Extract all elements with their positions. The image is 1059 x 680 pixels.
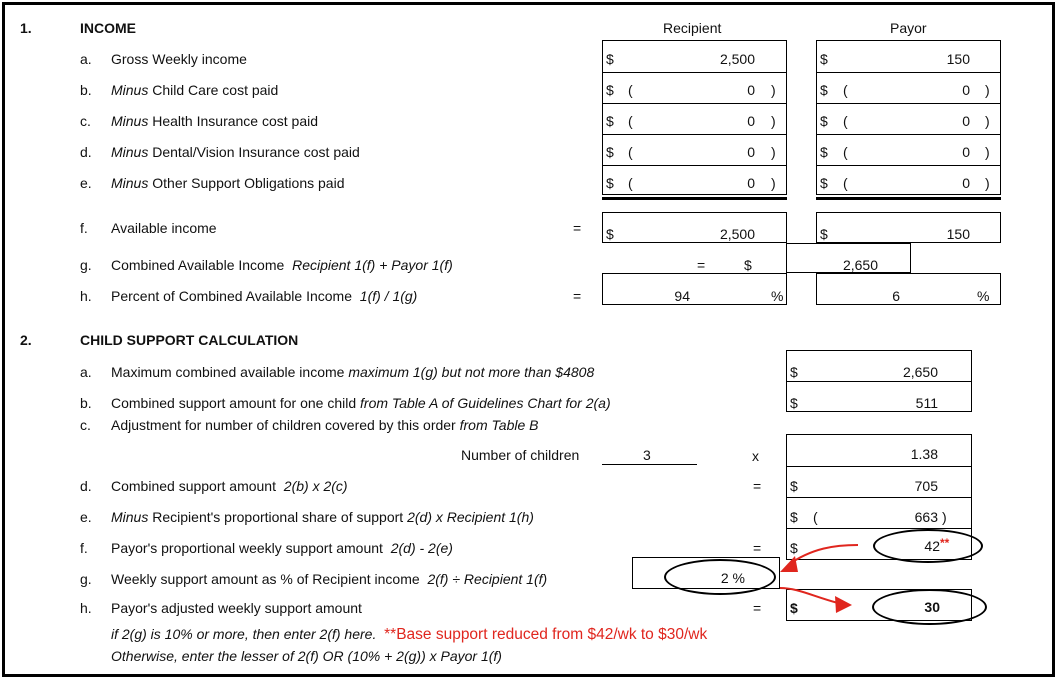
times-sign: x	[752, 448, 759, 464]
payor-percent-sign: %	[977, 288, 990, 304]
s2e-value: 663	[914, 509, 938, 525]
r1e-dollar: $	[606, 175, 614, 191]
row-1h-letter: h.	[80, 288, 92, 304]
row-2f-equals: =	[753, 540, 762, 556]
payor-column-header: Payor	[890, 20, 927, 36]
row-1d-label: Dental/Vision Insurance cost paid	[152, 144, 360, 160]
p1c-payor-value[interactable]: 0	[962, 113, 970, 129]
row-2f-label: Payor's proportional weekly support amount	[111, 540, 383, 556]
p1d-dollar: $	[820, 144, 828, 160]
r1d-paren-open: (	[628, 144, 633, 160]
row-1b-letter: b.	[80, 82, 92, 98]
row-1c-label: Health Insurance cost paid	[152, 113, 319, 129]
row-1b-label: Child Care cost paid	[152, 82, 279, 98]
section1-number: 1.	[20, 20, 32, 36]
recipient-percent-value: 94	[674, 288, 690, 304]
row-1a-label: Gross Weekly income	[111, 51, 247, 67]
p1e-payor-value[interactable]: 0	[962, 175, 970, 191]
p1e-paren-open: (	[843, 175, 848, 191]
row-1h-formula: 1(f) / 1(g)	[359, 288, 418, 304]
payor-available-box	[816, 212, 1001, 243]
section2-title: CHILD SUPPORT CALCULATION	[80, 332, 299, 348]
s2g-value: 2 %	[720, 570, 745, 586]
row-2h-equals: =	[753, 600, 762, 616]
number-of-children-label: Number of children	[461, 447, 580, 463]
combined-income-value: 2,650	[842, 257, 878, 273]
s2h-note-2: Otherwise, enter the lesser of 2(f) OR (10% + 2(g)) x Payor 1(f)	[111, 648, 502, 664]
row-1d-letter: d.	[80, 144, 92, 160]
row-2d-label: Combined support amount	[111, 478, 276, 494]
p1c-paren-close: )	[985, 113, 990, 129]
row-1h-equals: =	[573, 288, 582, 304]
row-2c-formula: from Table B	[459, 417, 539, 433]
s2b-value: 511	[915, 395, 938, 411]
row-1c-prefix: Minus	[111, 113, 149, 129]
row-1g-formula: Recipient 1(f) + Payor 1(f)	[292, 257, 453, 273]
row-1f-equals: =	[573, 220, 582, 236]
r1f-dollar: $	[606, 226, 614, 242]
r1b-paren-open: (	[628, 82, 633, 98]
row-1g-dollar: $	[744, 257, 752, 273]
recipient-total-rule	[602, 197, 787, 200]
p1a-dollar: $	[820, 51, 828, 67]
recipient-percent-box	[602, 273, 787, 305]
number-of-children-value[interactable]: 3	[643, 447, 651, 463]
recipient-percent-sign: %	[771, 288, 784, 304]
s2h-highlight-circle	[872, 589, 987, 625]
p1c-paren-open: (	[843, 113, 848, 129]
row-2c-label: Adjustment for number of children covered by this order	[111, 417, 456, 433]
s2a-dollar: $	[790, 364, 798, 380]
r1c-paren-close: )	[771, 113, 776, 129]
p1c-dollar: $	[820, 113, 828, 129]
r1e-recipient-value[interactable]: 0	[747, 175, 755, 191]
r1b-paren-close: )	[771, 82, 776, 98]
row-1f-label: Available income	[111, 220, 217, 236]
row-2e-letter: e.	[80, 509, 92, 525]
row-2e-formula: 2(d) x Recipient 1(h)	[407, 509, 534, 525]
row-1d-prefix: Minus	[111, 144, 149, 160]
row-1f-letter: f.	[80, 220, 88, 236]
r1c-dollar: $	[606, 113, 614, 129]
s2h-dollar: $	[790, 600, 798, 616]
payor-percent-box	[816, 273, 1001, 305]
row-2f-letter: f.	[80, 540, 88, 556]
s2e-paren-open: (	[813, 509, 818, 525]
p1f-payor-value: 150	[946, 226, 970, 242]
row-2d-equals: =	[753, 478, 762, 494]
p1e-dollar: $	[820, 175, 828, 191]
r1c-recipient-value[interactable]: 0	[747, 113, 755, 129]
reduction-annotation: **Base support reduced from $42/wk to $30/wk	[384, 626, 708, 643]
row-1g-letter: g.	[80, 257, 92, 273]
r1f-recipient-value: 2,500	[719, 226, 755, 242]
s2b-dollar: $	[790, 395, 798, 411]
r1e-paren-open: (	[628, 175, 633, 191]
r1d-recipient-value[interactable]: 0	[747, 144, 755, 160]
s2h-note-1: if 2(g) is 10% or more, then enter 2(f) here.	[111, 626, 377, 642]
row-1g-label: Combined Available Income	[111, 257, 285, 273]
row-2g-letter: g.	[80, 571, 92, 587]
row-1h-label: Percent of Combined Available Income	[111, 288, 352, 304]
number-of-children-underline	[602, 464, 697, 465]
p1b-payor-value[interactable]: 0	[962, 82, 970, 98]
section2-number: 2.	[20, 332, 32, 348]
s2e-dollar: $	[790, 509, 798, 525]
row-1e-letter: e.	[80, 175, 92, 191]
payor-total-rule	[816, 197, 1001, 200]
p1f-dollar: $	[820, 226, 828, 242]
payor-percent-value: 6	[892, 288, 900, 304]
row-2g-formula: 2(f) ÷ Recipient 1(f)	[427, 571, 548, 587]
row-2c-letter: c.	[80, 417, 91, 433]
s2d-value: 705	[914, 478, 938, 494]
r1b-dollar: $	[606, 82, 614, 98]
row-2b-formula: from Table A of Guidelines Chart for 2(a)	[360, 395, 611, 411]
p1b-paren-open: (	[843, 82, 848, 98]
recipient-column-header: Recipient	[663, 20, 722, 36]
p1e-paren-close: )	[985, 175, 990, 191]
row-2a-formula: maximum 1(g) but not more than $4808	[348, 364, 595, 380]
row-2e-label: Recipient's proportional share of support	[152, 509, 404, 525]
p1b-dollar: $	[820, 82, 828, 98]
section1-title: INCOME	[80, 20, 136, 36]
p1d-payor-value[interactable]: 0	[962, 144, 970, 160]
recipient-available-box	[602, 212, 787, 243]
s2a-value: 2,650	[902, 364, 938, 380]
row-2a-letter: a.	[80, 364, 92, 380]
row-1g-equals: =	[697, 257, 706, 273]
row-1a-letter: a.	[80, 51, 92, 67]
row-2b-label: Combined support amount for one child	[111, 395, 357, 411]
row-2d-formula: 2(b) x 2(c)	[283, 478, 348, 494]
s2f-marker: **	[940, 536, 950, 550]
row-2h-letter: h.	[80, 600, 92, 616]
row-2f-formula: 2(d) - 2(e)	[390, 540, 453, 556]
row-1e-prefix: Minus	[111, 175, 149, 191]
s2d-dollar: $	[790, 478, 798, 494]
p1d-paren-close: )	[985, 144, 990, 160]
s2f-highlight-circle	[873, 529, 983, 563]
r1a-recipient-value[interactable]: 2,500	[719, 51, 755, 67]
row-2g-label: Weekly support amount as % of Recipient income	[111, 571, 420, 587]
r1c-paren-open: (	[628, 113, 633, 129]
s2e-paren-close: )	[942, 509, 947, 525]
r1e-paren-close: )	[771, 175, 776, 191]
s2f-value: 42	[924, 538, 940, 554]
row-2d-letter: d.	[80, 478, 92, 494]
row-2h-label: Payor's adjusted weekly support amount	[111, 600, 362, 616]
s2g-highlight-circle	[664, 559, 776, 595]
p1a-payor-value[interactable]: 150	[946, 51, 970, 67]
p1b-paren-close: )	[985, 82, 990, 98]
r1d-dollar: $	[606, 144, 614, 160]
s2c-value: 1.38	[910, 446, 938, 462]
row-1c-letter: c.	[80, 113, 91, 129]
row-1b-prefix: Minus	[111, 82, 149, 98]
row-2e-prefix: Minus	[111, 509, 149, 525]
row-1e-label: Other Support Obligations paid	[152, 175, 345, 191]
r1d-paren-close: )	[771, 144, 776, 160]
s2h-value[interactable]: 30	[924, 599, 940, 615]
row-2b-letter: b.	[80, 395, 92, 411]
s2f-dollar: $	[790, 540, 798, 556]
r1a-dollar: $	[606, 51, 614, 67]
row-2a-label: Maximum combined available income	[111, 364, 345, 380]
p1d-paren-open: (	[843, 144, 848, 160]
r1b-recipient-value[interactable]: 0	[747, 82, 755, 98]
